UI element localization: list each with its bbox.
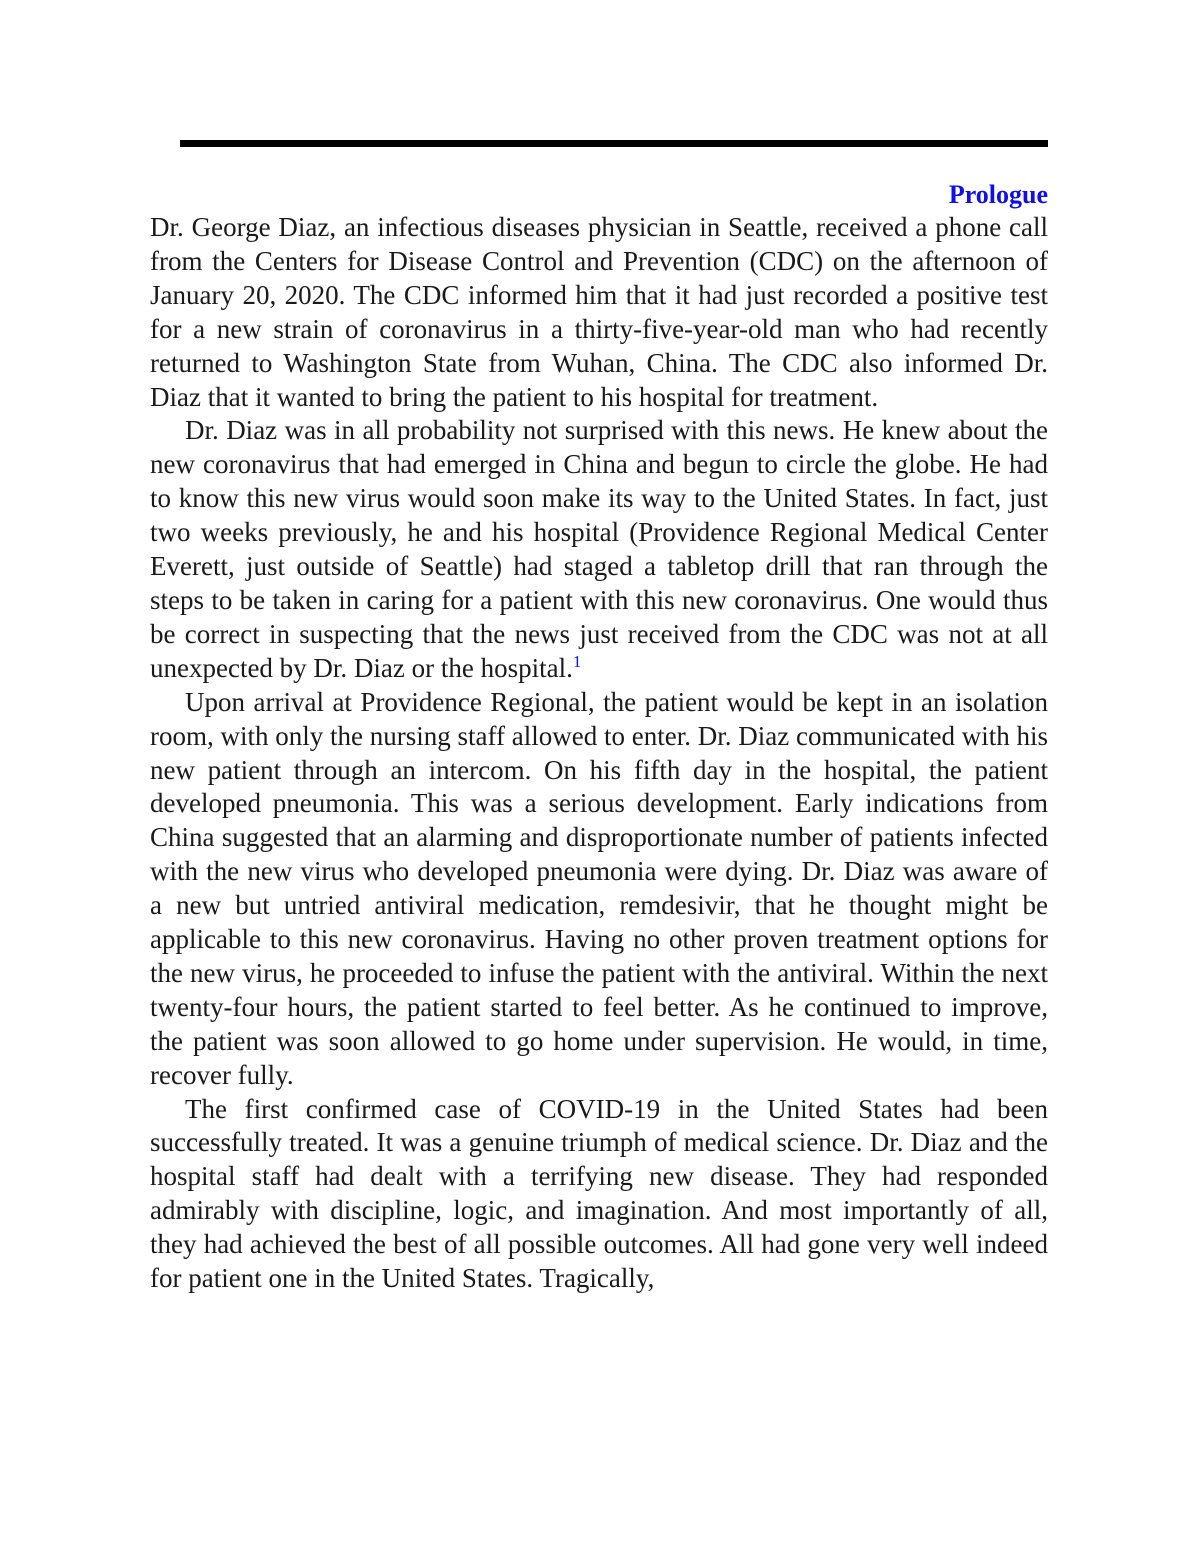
paragraph-3-text: Upon arrival at Providence Regional, the patient would be kept in an isolation room, with only the nursing staff allowed to enter. Dr. Diaz communicated with his new patient through an intercom. On his fifth day in the hospital, the patient developed pneumonia. This was a serious development. Early indications from China suggested that an alarming and disproportionate number of patients infected with the new virus who developed pneumonia were dying. Dr. Diaz was aware of a new but untried antiviral medication, remdesivir, that he thought might be applicable to this new coronavirus. Having no other proven treatment options for the new virus, he proceeded to infuse the patient with the antiviral. Within the next twenty-four hours, the patient started to feel better. As he continued to improve, the patient was soon allowed to go home under supervision. He would, in time, recover fully. [150, 686, 1048, 1090]
chapter-title: Prologue [948, 180, 1048, 209]
paragraph-4 [150, 1093, 1048, 1296]
footnote-link-1[interactable]: 1 [572, 651, 582, 671]
paragraph-4-text: The first confirmed case of COVID-19 in the United States had been successfully treated. It was a genuine triumph of medical science. Dr. Diaz and the hospital staff had dealt with a terrifying new disease. They had responded admirably with discipline, logic, and imagination. And most importantly of all, they had achieved the best of all possible outcomes. All had gone very well indeed for patient one in the United States. Tragically, [150, 1093, 1048, 1294]
paragraph-3 [150, 686, 1048, 1093]
header-rule [180, 140, 1048, 147]
paragraph-2-text: Dr. Diaz was in all probability not surprised with this news. He knew about the new coronavirus that had emerged in China and begun to circle the globe. He had to know this new virus would soon make its way to the United States. In fact, just two weeks previously, he and his hospital (Providence Regional Medical Center Everett, just outside of Seattle) had staged a tabletop drill that ran through the steps to be taken in caring for a patient with this new coronavirus. One would thus be correct in suspecting that the news just received from the CDC was not at all unexpected by Dr. Diaz or the hospital. [150, 415, 1048, 683]
body-text [150, 211, 1048, 1296]
paragraph-1 [150, 211, 1048, 414]
paragraph-2 [150, 414, 1048, 685]
paragraph-1-text: Dr. George Diaz, an infectious diseases physician in Seattle, received a phone call from the Centers for Disease Control and Prevention (CDC) on the afternoon of January 20, 2020. The CDC informed him that it had just recorded a positive test for a new strain of coronavirus in a thirty-five-year-old man who had recently returned to Washington State from Wuhan, China. The CDC also informed Dr. Diaz that it wanted to bring the patient to his hospital for treatment. [150, 212, 1048, 412]
document-page [150, 0, 1048, 1555]
